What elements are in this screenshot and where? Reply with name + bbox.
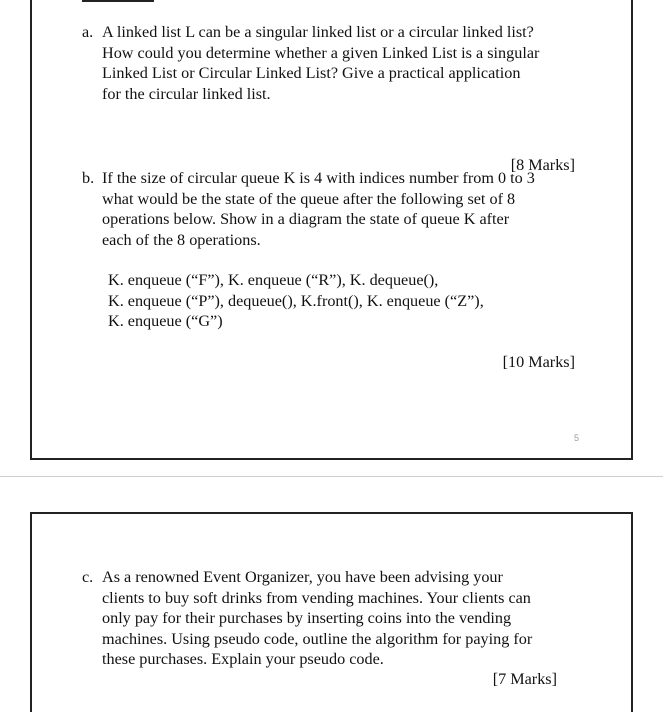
- question-c-text: [102, 567, 582, 670]
- question-a-line: How could you determine whether a given Linked List is a singular: [102, 43, 540, 62]
- question-b-text: [102, 168, 592, 250]
- question-a-line: Linked List or Circular Linked List? Give a practical application: [102, 64, 521, 82]
- question-c-line: clients to buy soft drinks from vending machines. Your clients can: [102, 588, 531, 607]
- question-c-line: As a renowned Event Organizer, you have been advising your: [102, 568, 503, 586]
- queue-operations-line: K. enqueue (“G”): [108, 312, 223, 330]
- question-a-letter: a.: [82, 23, 94, 41]
- question-c: [82, 567, 582, 670]
- question-a-line: A linked list L can be a singular linked list or a circular linked list?: [102, 23, 534, 41]
- question-b-line: If the size of circular queue K is 4 with indices number from 0 to 3: [102, 169, 535, 187]
- question-b-marks: [10 Marks]: [502, 353, 575, 371]
- question-c-line: these purchases. Explain your pseudo code.: [102, 650, 384, 668]
- question-b-line: each of the 8 operations.: [102, 230, 261, 249]
- queue-operations-line: K. enqueue (“F”), K. enqueue (“R”), K. dequeue(),: [108, 271, 439, 289]
- question-b-letter: b.: [82, 169, 95, 187]
- question-a-marks: [8 Marks]: [510, 156, 575, 174]
- header-rule: [82, 0, 154, 2]
- question-a-text: [102, 22, 592, 104]
- question-c-line: only pay for their purchases by inserting coins into the vending: [102, 609, 512, 627]
- page-number: 5: [574, 433, 580, 443]
- question-c-line: machines. Using pseudo code, outline the algorithm for paying for: [102, 629, 533, 648]
- question-c-letter: c.: [82, 568, 94, 586]
- question-a-line: for the circular linked list.: [102, 84, 271, 103]
- question-b: [82, 168, 592, 250]
- question-b-line: what would be the state of the queue after the following set of 8: [102, 189, 516, 208]
- queue-operations-line: K. enqueue (“P”), dequeue(), K.front(), K. enqueue (“Z”),: [108, 291, 484, 310]
- question-a: [82, 22, 592, 104]
- question-c-marks: [7 Marks]: [492, 670, 557, 688]
- question-b-line: operations below. Show in a diagram the state of queue K after: [102, 210, 510, 228]
- queue-operations: [108, 270, 484, 332]
- page-separator: [0, 476, 663, 477]
